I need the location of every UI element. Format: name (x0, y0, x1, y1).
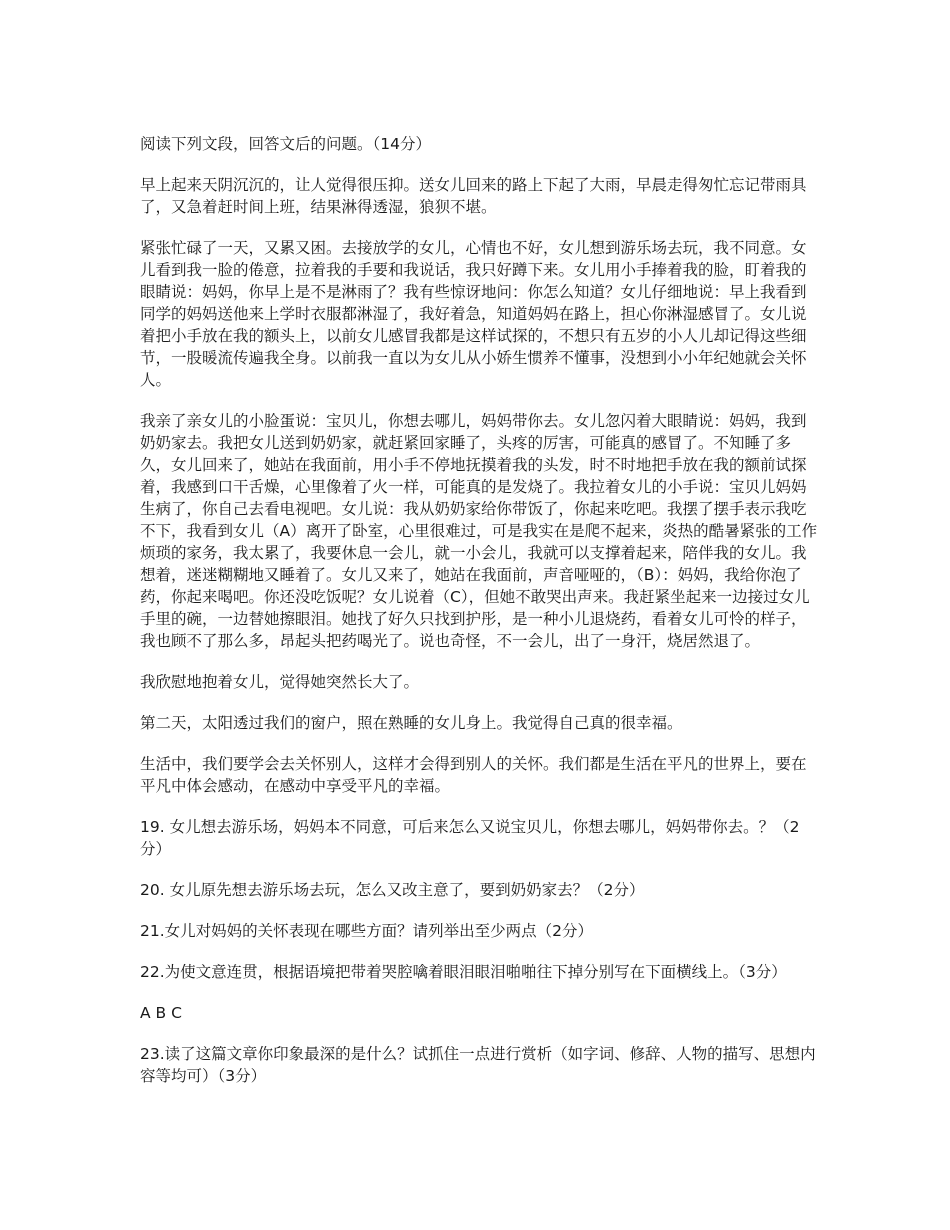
question-19: 19. 女儿想去游乐场，妈妈本不同意，可后来怎么又说宝贝儿，你想去哪儿，妈妈带你去。？（2分） (140, 818, 800, 858)
document-page (140, 133, 820, 1106)
answer-blanks-abc: A B C (140, 1004, 182, 1022)
story-paragraph-2: 紧张忙碌了一天，又累又困。去接放学的女儿，心情也不好，女儿想到游乐场去玩，我不同意。女儿看到我一脸的倦意，拉着我的手要和我说话，我只好蹲下来。女儿用小手捧着我的脸，盯着我的眼睛说：妈妈，你早上是不是淋雨了？我有些惊讶地问：你怎么知道？女儿仔细地说：早上我看到同学的妈妈送他来上学时衣服都淋湿了，我好着急，知道妈妈在路上，担心你淋湿感冒了。女儿说着把小手放在我的额头上，以前女儿感冒我都是这样试探的，不想只有五岁的小人儿却记得这些细节，一股暖流传遍我全身。以前我一直以为女儿从小娇生惯养不懂事，没想到小小年纪她就会关怀人。 (140, 239, 807, 389)
question-23: 23.读了这篇文章你印象最深的是什么？试抓住一点进行赏析（如字词、修辞、人物的描写、思想内容等均可）（3分） (140, 1045, 816, 1085)
question-21: 21.女儿对妈妈的关怀表现在哪些方面？请列举出至少两点（2分） (140, 922, 594, 940)
question-22: 22.为使文意连贯，根据语境把带着哭腔噙着眼泪眼泪啪啪往下掉分别写在下面横线上。（3分） (140, 963, 787, 981)
story-paragraph-3: 我亲了亲女儿的小脸蛋说：宝贝儿，你想去哪儿，妈妈带你去。女儿忽闪着大眼睛说：妈妈，我到奶奶家去。我把女儿送到奶奶家，就赶紧回家睡了，头疼的厉害，可能真的感冒了。不知睡了多久，女儿回来了，她站在我面前，用小手不停地抚摸着我的头发，时不时地把手放在我的额前试探着，我感到口干舌燥，心里像着了火一样，可能真的是发烧了。我拉着女儿的小手说：宝贝儿妈妈生病了，你自己去看电视吧。女儿说：我从奶奶家给你带饭了，你起来吃吧。我摆了摆手表示我吃不下，我看到女儿（A）离开了卧室，心里很难过，可是我实在是爬不起来，炎热的酷暑紧张的工作烦琐的家务，我太累了，我要休息一会儿，就一小会儿，我就可以支撑着起来，陪伴我的女儿。我想着，迷迷糊糊地又睡着了。女儿又来了，她站在我面前，声音哑哑的，（B）：妈妈，我给你泡了药，你起来喝吧。你还没吃饭呢？女儿说着（C），但她不敢哭出声来。我赶紧坐起来一边接过女儿手里的碗，一边替她擦眼泪。她找了好久只找到护彤，是一种小儿退烧药，看着女儿可怜的样子，我也顾不了那么多，昂起头把药喝光了。说也奇怪，不一会儿，出了一身汗，烧居然退了。 (140, 412, 818, 650)
story-paragraph-4: 我欣慰地抱着女儿，觉得她突然长大了。 (140, 673, 420, 691)
story-paragraph-6: 生活中，我们要学会去关怀别人，这样才会得到别人的关怀。我们都是生活在平凡的世界上，要在平凡中体会感动，在感动中享受平凡的幸福。 (140, 755, 807, 795)
question-20: 20. 女儿原先想去游乐场去玩，怎么又改主意了，要到奶奶家去？（2分） (140, 881, 645, 899)
story-paragraph-1: 早上起来天阴沉沉的，让人觉得很压抑。送女儿回来的路上下起了大雨，早晨走得匆忙忘记带雨具了，又急着赶时间上班，结果淋得透湿，狼狈不堪。 (140, 176, 807, 216)
story-paragraph-5: 第二天，太阳透过我们的窗户，照在熟睡的女儿身上。我觉得自己真的很幸福。 (140, 714, 683, 732)
intro-instruction: 阅读下列文段，回答文后的问题。（14分） (140, 135, 431, 153)
